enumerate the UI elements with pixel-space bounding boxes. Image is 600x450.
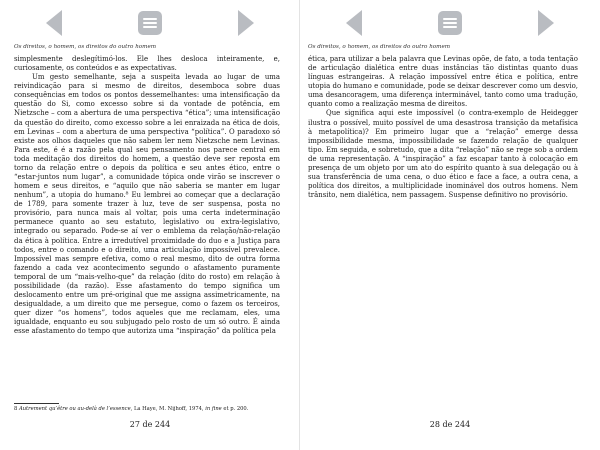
running-head: Os direitos, o homem, os direitos do outro homem (14, 44, 157, 50)
menu-list-icon[interactable] (438, 11, 462, 35)
footnote-title: Autrement qu’être ou au-delà de l’essence (18, 406, 131, 412)
running-head: Os direitos, o homem, os direitos do outro homem (308, 44, 451, 50)
footnote-end: et p. 200. (221, 406, 249, 412)
body-text (308, 55, 578, 200)
page-number: 27 de 244 (129, 420, 171, 429)
left-toolbar (0, 10, 300, 36)
footnote-publisher: , La Haye, M. Nijhoff, 1974, (130, 406, 206, 412)
next-page-arrow-icon[interactable] (538, 10, 554, 36)
menu-list-icon[interactable] (138, 11, 162, 35)
prev-page-arrow-icon[interactable] (46, 10, 62, 36)
page-number: 28 de 244 (429, 420, 471, 429)
footnote-divider (14, 403, 59, 404)
right-toolbar (300, 10, 600, 36)
right-page (300, 0, 600, 450)
footnote (14, 406, 282, 413)
body-text (14, 55, 280, 336)
paragraph: Um gesto semelhante, seja a suspeita levada ao lugar de uma reivindicação para si mesmo de direitos, desemboca sobre duas consequências em todos os pontos dessemelhantes: uma intensificação da questão do Si, como excesso sobre si da vontade de potência, em Nietzsche – com a abertura de uma perspectiva “ética”; uma intensificação da questão do direito, como excesso sobre a lei enraizada na ética de dois, em Levinas – com a abertura de uma perspectiva “política”. O paradoxo só existe aos olhos daqueles que não sabem ler nem Nietzsche nem Levinas. Para este, é é a razão pela qual seu pensamento nos parece central em toda meditação dos direitos do homem, a questão deve ser reposta em torno da relação entre o depois da política e seu antes ético, entre o “estar-juntos num lugar”, a comunidade tópica onde virão se inscrever o homem e seus direitos, e “aquilo que não saberia se manter em lugar nenhum”, a utopia do humano.⁸ Eu lembrei ao começar que a declaração de 1789, para somente trazer à luz, teve de ser suspensa, posta no provisório, para nunca mais al voltar, pois uma certa indeterminação permanece quanto ao seu estatuto, legislativo ou extra-legislativo, integrado ou separado. Pode-se aí ver o emblema da relação/não-relação da ética à política. Entre a irredutível proximidade do duo e a Justiça para todos, entre o comando e o direito, uma articulação impossível prevalece. Impossível mas sempre efetiva, como o real mesmo, dito de outra forma fazendo a cada vez acontecimento segundo o afastamento puramente temporal de um “mais-velho-que” da relação (dito do rosto) em relação à possibilidade (da razão). Esse afastamento do tempo significa um deslocamento entre um pré-original que me assigna assimetricamente, na desigualdade, a um direito que me persegue, como o fazem os terceiros, quer dizer “os homens”, todos aqueles que me reclamam, eles, uma igualdade, enquanto eu sou subjugado pelo rosto de um só outro. É ainda esse afastamento do tempo que autoriza uma “inspiração” da política pela (14, 73, 280, 336)
footnote-marker: 8 (14, 406, 18, 412)
paragraph: Que significa aqui este impossível (o contra-exemplo de Heidegger ilustra o possível, muito possível de uma desastrosa transição da metafísica à metapolítica)? Em primeiro lugar que a “relação” emerge dessa impossibilidade mesma, impossibilidade se fazendo relação de qualquer tipo. Em seguida, e sobretudo, que a dita “relação” não se rege sob a ordem de uma representação. A “inspiração” a faz escapar tanto à colocação em presença de um objeto por um ato do espírito quanto à sua delegação ou à sua transferência de uma cena, o duo ético e face a face, a outra cena, a política dos direitos, a multiplicidade inominável dos outros homens. Nem trânsito, nem dialética, nem passagem. Suspense definitivo no provisório. (308, 109, 578, 200)
paragraph: ética, para utilizar a bela palavra que Levinas opõe, de fato, a toda tentação de articulação dialética entre duas instâncias tão distintas quanto duas línguas estrangeiras. A relação impossível entre ética e política, entre utopia do humano e comunidade, pode se deixar descrever como um desvio, uma desancoragem, uma diferença interminável, tanto como uma tradução, quanto como a realização mesma de direitos. (308, 55, 578, 109)
prev-page-arrow-icon[interactable] (346, 10, 362, 36)
paragraph: simplesmente deslegítimó-los. Ele lhes desloca inteiramente, e, curiosamente, os conteúdos e as expectativas. (14, 55, 280, 73)
footnote-in-fine: in fine (205, 406, 222, 412)
next-page-arrow-icon[interactable] (238, 10, 254, 36)
